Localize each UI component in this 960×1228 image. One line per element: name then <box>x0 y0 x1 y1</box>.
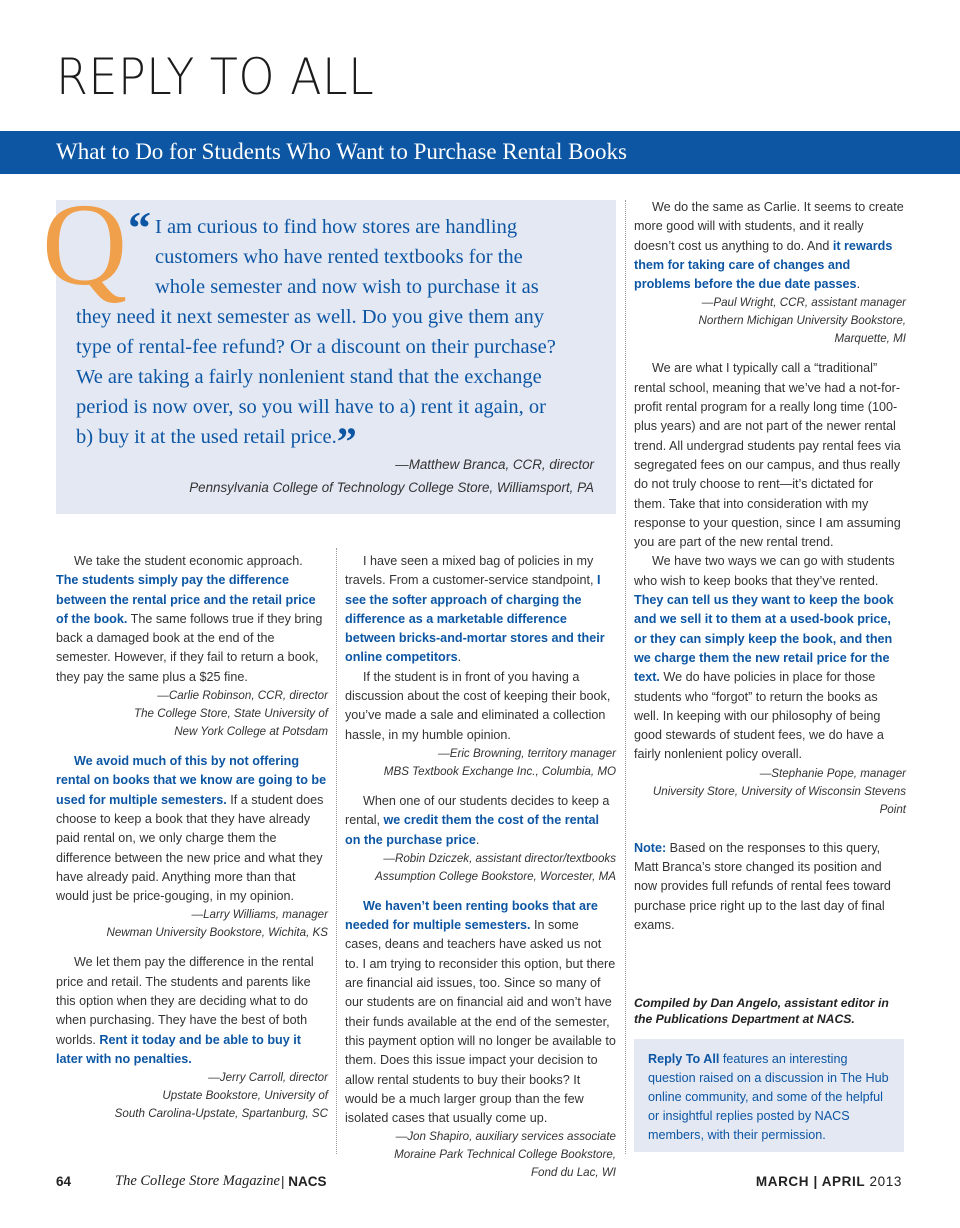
highlight-text: we credit them the cost of the rental on the purchase price <box>345 813 600 847</box>
highlight-text: Rent it today and be able to buy it later with no penalties. <box>56 1032 301 1066</box>
question-line: customers who have rented textbooks for the <box>155 246 523 268</box>
highlight-text: it rewards them for taking care of changes and problems before the due date passes <box>634 238 893 292</box>
highlight-text: They can tell us they want to keep the book and we sell it to them at a used-book price, or they can simply keep the book, and then we charge them the new retail price for the text. <box>634 593 894 685</box>
close-quote-icon: ” <box>336 419 357 464</box>
open-quote-icon: “ <box>128 202 151 253</box>
reply-paragraph: We do the same as Carlie. It seems to create more good will with students, and it really doesn’t cost us anything to do. And it rewards them for taking care of changes and problems before the due date passes. <box>634 200 904 292</box>
question-attribution-org: Pennsylvania College of Technology College Store, Williamsport, PA <box>189 480 594 495</box>
reply-paragraph: I have seen a mixed bag of policies in my travels. From a customer-service standpoint, I see the softer approach of charging the difference as a marketable difference between bricks-and-mortar stores and their online competitors. <box>345 554 605 665</box>
issue-date: MARCH | APRIL 2013 <box>755 1174 902 1189</box>
question-letter: Q <box>42 179 128 310</box>
article-subtitle: What to Do for Students Who Want to Purchase Rental Books <box>56 139 627 164</box>
highlight-text: We avoid much of this by not offering rental on books that we know are going to be used for multiple semesters. <box>56 754 327 807</box>
reply-paragraph: When one of our students decides to keep a rental, we credit them the cost of the rental on the purchase price. <box>345 793 610 847</box>
question-text <box>76 212 602 464</box>
highlight-text: We haven’t been renting books that are needed for multiple semesters. <box>345 898 598 933</box>
compiled-by-credit: Compiled by Dan Angelo, assistant editor in the Publications Department at NACS. <box>634 996 889 1026</box>
section-banner <box>0 131 960 174</box>
question-line: they need it next semester as well. Do you give them any <box>76 306 544 328</box>
question-attribution-name: —Matthew Branca, CCR, director <box>395 457 594 472</box>
reply-paragraph: We are what I typically call a “traditional” rental school, meaning that we’ve had a not-for-profit rental program for a really long time (100-plus years) and are not part of the newer rental trend. All undergrad students pay rental fees via segregated fees on our campus, and thus really do not truly choose to rent—it’s dictated for them. Take that into consideration with my response to your question, since I am assuming you are part of the new rental trend. <box>634 361 901 550</box>
reply-paragraph: We haven’t been renting books that are needed for multiple semesters. In some cases, deans and teachers have asked us not to. I am trying to reconsider this option, but there are financial aid issues, too. Since so many of our students are on financial aid and won’t have their funds available at the end of the semester, this payment option will no longer be available to them. Does this issue impact your decision to allow rental students to buy their books? It would be a much larger group than the few isolated cases that usually come up. <box>345 898 616 1126</box>
column-divider <box>336 548 337 1154</box>
feature-info-box: Reply To All features an interesting question raised on a discussion in The Hub online community, and some of the helpful or insightful replies posted by NACS members, with their permission. <box>634 1039 904 1152</box>
reply-attribution: —Carlie Robinson, CCR, director The College Store, State University of New York College at Potsdam <box>134 689 328 739</box>
reply-paragraph: We let them pay the difference in the rental price and retail. The students and parents like this option when they are deciding what to do when purchasing. They have the best of both worlds. Rent it today and be able to buy it later with no penalties. <box>56 955 314 1066</box>
editor-note: Note: Based on the responses to this query, Matt Branca’s store changed its position and now provides full refunds of rental fees toward purchase price right up to the last day of final exams. <box>634 840 891 932</box>
question-line: type of rental-fee refund? Or a discount on their purchase? <box>76 336 556 358</box>
note-label: Note: <box>634 840 667 855</box>
highlight-text: I see the softer approach of charging the difference as a marketable difference between bricks-and-mortar stores and their online competitors <box>345 573 605 665</box>
magazine-name: The College Store Magazine <box>115 1173 280 1189</box>
column-divider <box>625 200 626 1154</box>
column-1 <box>56 552 328 1123</box>
reply-attribution: —Robin Dziczek, assistant director/textbooks Assumption College Bookstore, Worcester, MA <box>375 851 616 883</box>
reply-paragraph: We take the student economic approach. The students simply pay the difference between the rental price and the retail price of the book. The same follows true if they bring back a damaged book at the end of the semester. However, if they fail to return a book, they pay the same plus a $25 fine. <box>56 554 323 684</box>
question-line: whole semester and now wish to purchase it as <box>155 276 539 298</box>
question-line: I am curious to find how stores are handling <box>155 216 518 238</box>
reply-attribution: —Eric Browning, territory manager MBS Textbook Exchange Inc., Columbia, MO <box>383 746 616 778</box>
column-3 <box>634 198 906 935</box>
reply-paragraph: We avoid much of this by not offering rental on books that we know are going to be used for multiple semesters. If a student does choose to keep a book that they have already paid rental on, we only charge them the difference between the new price and what they have already paid. Anything more than that would just be price-gouging, in my opinion. <box>56 754 327 904</box>
question-line: We are taking a fairly nonlenient stand that the exchange <box>76 366 542 388</box>
reply-paragraph: If the student is in front of you having a discussion about the cost of keeping their book, you’ve made a sale and eliminated a collection hassle, in my humble opinion. <box>345 669 611 742</box>
question-line: b) buy it at the used retail price. <box>76 426 337 448</box>
reply-attribution: —Jerry Carroll, director Upstate Bookstore, University of South Carolina-Upstate, Spartanburg, SC <box>114 1071 328 1121</box>
highlight-text: The students simply pay the difference between the rental price and the retail price of the book. <box>56 573 316 626</box>
column-2 <box>345 552 616 1182</box>
question-line: period is now over, so you will have to a) rent it again, or <box>76 396 546 418</box>
reply-attribution: —Paul Wright, CCR, assistant manager Northern Michigan University Bookstore, Marquette, MI <box>698 296 906 346</box>
reply-paragraph: We have two ways we can go with students who wish to keep books that they’ve rented. They can tell us they want to keep the book and we sell it to them at a used-book price, or they can simply keep the book, and then we charge them the new retail price for the text. We do have policies in place for those students who “forgot” to return the books as well. In keeping with our philosophy of being good stewards of student fees, we do have a fairly nonlenient policy overall. <box>634 554 895 762</box>
reply-attribution: —Larry Williams, manager Newman University Bookstore, Wichita, KS <box>106 908 328 940</box>
page-number: 64 <box>56 1174 72 1189</box>
reply-attribution: —Stephanie Pope, manager University Store, University of Wisconsin Stevens Point <box>652 766 906 816</box>
info-box-label: Reply To All <box>648 1052 720 1066</box>
publisher-name: | NACS <box>281 1174 327 1189</box>
reply-attribution: —Jon Shapiro, auxiliary services associate Moraine Park Technical College Bookstore, Fond du Lac, WI <box>394 1130 616 1180</box>
page-title: REPLY TO ALL <box>56 48 375 106</box>
